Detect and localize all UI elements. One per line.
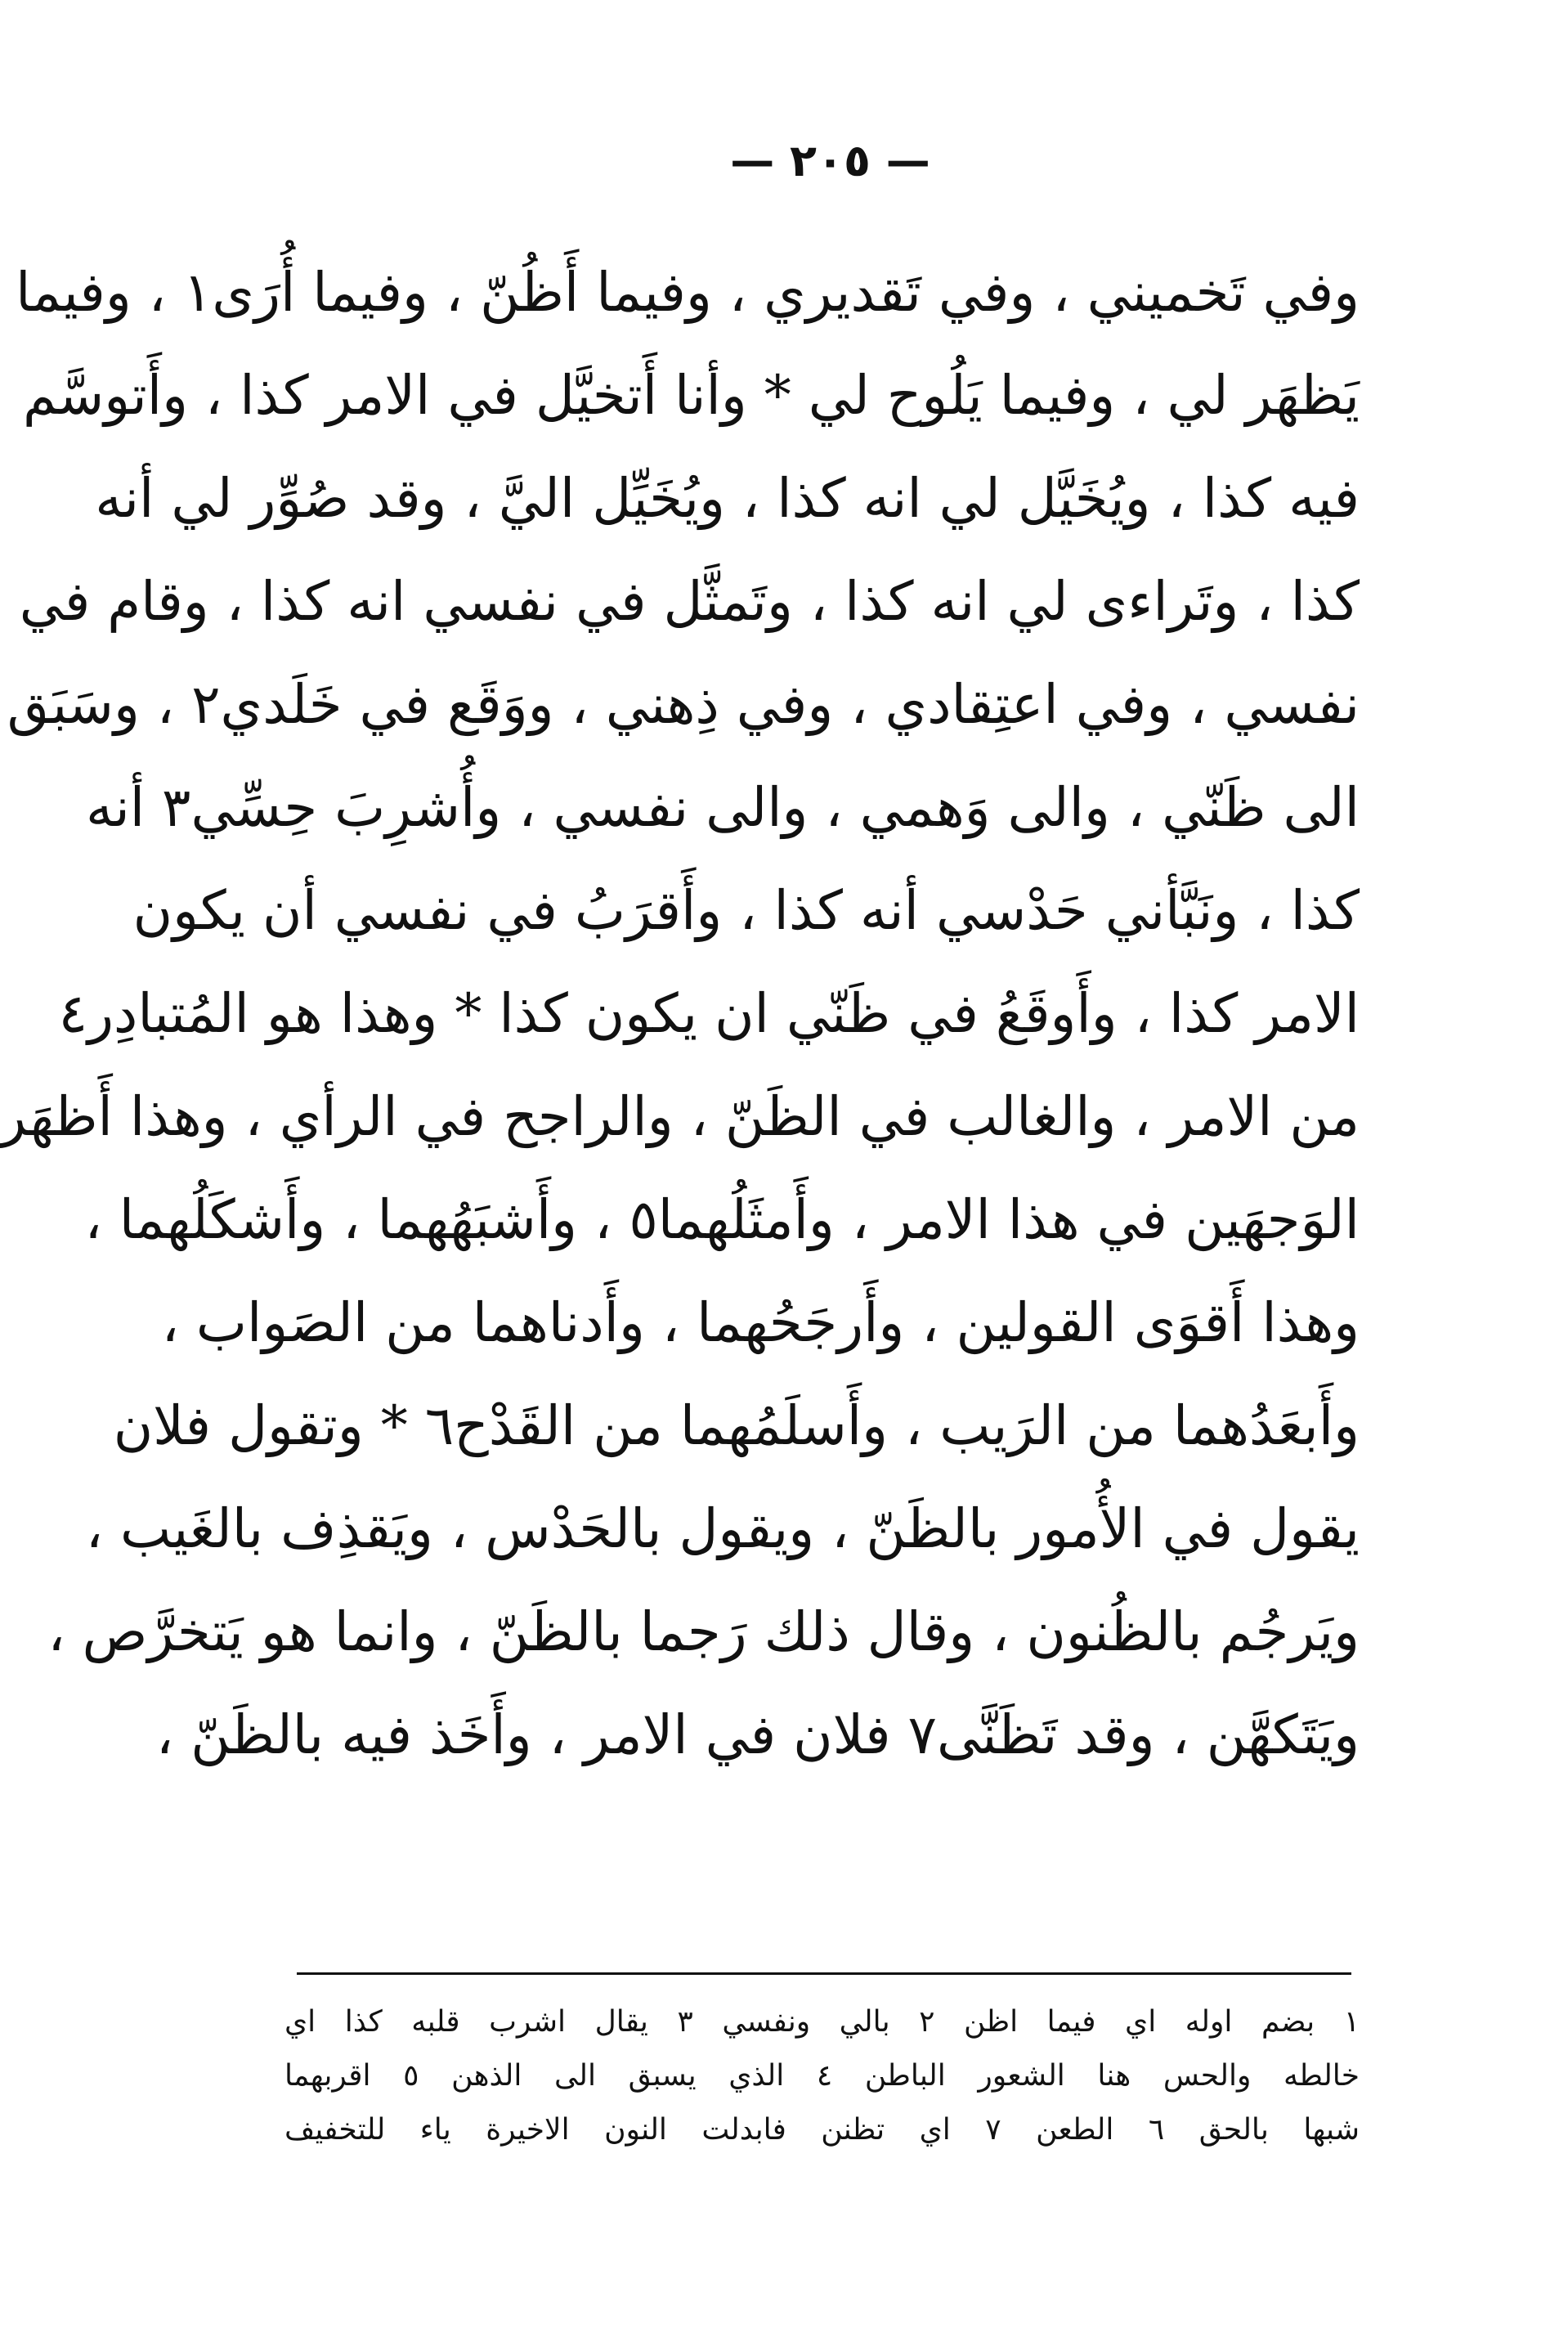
body-line: ويَرجُم بالظُنون ، وقال ذلك رَجما بالظَنّ ، وانما هو يَتخرَّص ، [47, 1600, 1360, 1663]
body-line: كذا ، وتَراءى لي انه كذا ، وتَمثَّل في نفسي انه كذا ، وقام في [19, 570, 1360, 633]
footnote-divider [297, 1972, 1351, 1975]
body-text [0, 241, 1360, 1787]
body-line: فيه كذا ، ويُخَيَّل لي انه كذا ، ويُخَيِّل اليَّ ، وقد صُوِّر لي أنه [95, 467, 1360, 530]
footnote-line: شبها بالحق ٦ الطعن ٧ اي تظنن فابدلت النون الاخيرة ياء للتخفيف [284, 2113, 1360, 2147]
body-line: وهذا أَقوَى القولين ، وأَرجَحُهما ، وأَدناهما من الصَواب ، [161, 1291, 1360, 1354]
footnote-line: خالطه والحس هنا الشعور الباطن ٤ الذي يسبق الى الذهن ٥ اقربهما [284, 2059, 1360, 2093]
body-line: ويَتَكهَّن ، وقد تَظَنَّى٧ فلان في الامر ، وأَخَذ فيه بالظَنّ ، [155, 1703, 1360, 1766]
body-line: الوَجهَين في هذا الامر ، وأَمثَلُهما٥ ، وأَشبَهُهما ، وأَشكَلُهما ، [84, 1188, 1360, 1251]
body-line: كذا ، ونَبَّأني حَدْسي أنه كذا ، وأَقرَبُ في نفسي أن يكون [132, 879, 1360, 942]
footnote-line: ١ بضم اوله اي فيما اظن ٢ بالي ونفسي ٣ يقال اشرب قلبه كذا اي [284, 2005, 1360, 2039]
body-line: نفسي ، وفي اعتِقادي ، وفي ذِهني ، ووَقَع في خَلَدي٢ ، وسَبَق [7, 673, 1360, 736]
body-line: الى ظَنّي ، والى وَهمي ، والى نفسي ، وأُشرِبَ حِسِّي٣ أنه [85, 776, 1360, 839]
body-line: يقول في الأُمور بالظَنّ ، ويقول بالحَدْس ، ويَقذِف بالغَيب ، [85, 1497, 1360, 1560]
body-line: يَظهَر لي ، وفيما يَلُوح لي * وأنا أَتخيَّل في الامر كذا ، وأَتوسَّم [23, 364, 1360, 427]
page-number: — ٢٠٥ — [730, 135, 930, 186]
footnotes [284, 1995, 1360, 2157]
body-line: من الامر ، والغالب في الظَنّ ، والراجح في الرأي ، وهذا أَظهَر [0, 1085, 1360, 1148]
body-line: وفي تَخميني ، وفي تَقديري ، وفيما أَظُنّ ، وفيما أُرَى١ ، وفيما [16, 261, 1360, 324]
body-line: الامر كذا ، وأَوقَعُ في ظَنّي ان يكون كذا * وهذا هو المُتبادِر٤ [58, 982, 1360, 1045]
body-line: وأَبعَدُهما من الرَيب ، وأَسلَمُهما من القَدْح٦ * وتقول فلان [113, 1394, 1360, 1457]
